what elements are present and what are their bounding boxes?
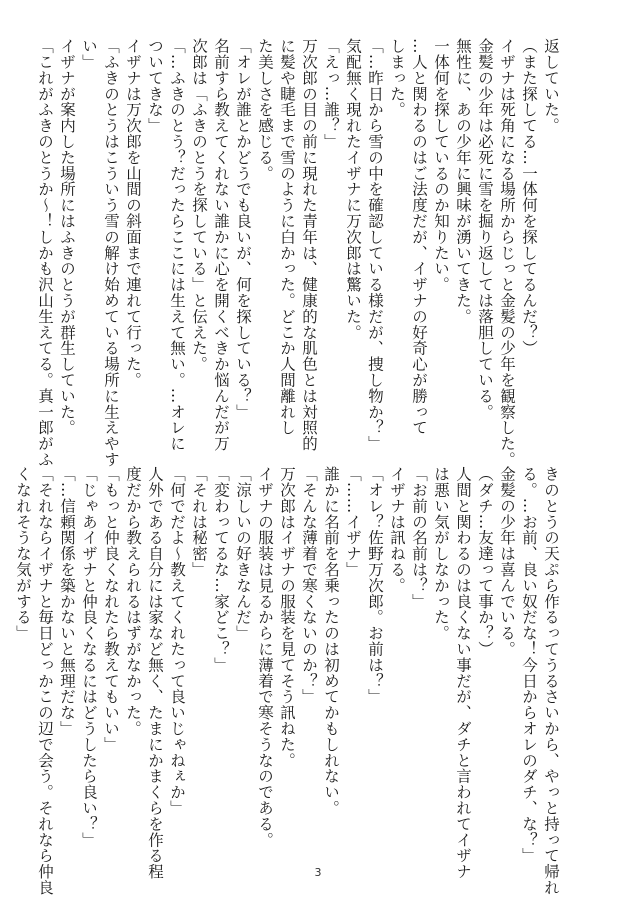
text-line: 「涼しいの好きなんだ」	[234, 466, 252, 641]
text-line: しまった。	[388, 38, 406, 118]
text-line: い」	[80, 38, 98, 70]
text-line: 一体何を探しているのか知りたい。	[432, 38, 450, 293]
text-line: 「…信頼関係を築かないと無理だな」	[58, 466, 76, 737]
text-line: イザナは死角になる場所からじっと金髪の少年を観察した。	[498, 38, 516, 468]
text-line: 万次郎の目の前に現れた青年は、健康的な肌色とは対照的	[300, 38, 318, 452]
text-line: イザナが案内した場所にはふきのとうが群生していた。	[58, 38, 76, 436]
text-line: 「これがふきのとうか〜！しかも沢山生えてる。真一郎がふ	[36, 38, 54, 468]
text-line: 「…ふきのとう？だったらここには生えて無い。…オレに	[168, 38, 186, 452]
text-line: は悪い気がしなかった。	[432, 466, 450, 641]
text-line: ついてきな」	[146, 38, 164, 134]
text-line: 「ふきのとうはこういう雪の解け始めている場所に生えやす	[102, 38, 120, 468]
text-line: くなれそうな気がする」	[14, 466, 32, 641]
text-line: 「……イザナ」	[344, 466, 362, 578]
text-line: た美しさを感じる。	[256, 38, 274, 182]
text-line: 「それは秘密」	[190, 466, 208, 578]
text-line: 返していた。	[542, 38, 560, 134]
text-line: 「お前の名前は？」	[410, 466, 428, 610]
text-line: 無性に、あの少年に興味が湧いてきた。	[454, 38, 472, 325]
text-line: に髪や睫毛まで雪のように白かった。どこか人間離れし	[278, 38, 296, 436]
text-line: 「変わってるな…家どこ？」	[212, 466, 230, 673]
text-line: …人と関わるのはご法度だが、イザナの好奇心が勝って	[410, 38, 428, 436]
text-line: 「オレが誰とかどうでも良いが、何を探している？」	[234, 38, 252, 420]
page-number: 3	[314, 866, 322, 879]
text-line: 「もっと仲良くなれたら教えてもいい」	[102, 466, 120, 753]
text-line: 人間と関わるのは良くない事だが、ダチと言われてイザナ	[454, 466, 472, 880]
upper-text-block	[36, 38, 562, 468]
text-line: 次郎は「ふきのとうを探している」と伝えた。	[190, 38, 208, 372]
text-line: 誰かに名前を名乗ったのは初めてかもしれない。	[322, 466, 340, 816]
text-line: 「何でだよ〜教えてくれたって良いじゃねぇか」	[168, 466, 186, 816]
text-line: 「それならイザナと毎日どっかこの辺で会う。それなら仲良	[36, 466, 54, 896]
text-line: イザナは万次郎を山間の斜面まで連れて行った。	[124, 38, 142, 388]
text-line: 万次郎はイザナの服装を見てそう訊ねた。	[278, 466, 296, 769]
text-line: る。…お前、良い奴だな！今日からオレのダチ、な？」	[520, 466, 538, 864]
text-line: イザナの服装は見るからに薄着で寒そうなのである。	[256, 466, 274, 848]
text-line: 「…昨日から雪の中を確認している様だが、捜し物か？」	[366, 38, 384, 452]
text-line: 「えっ…誰？」	[322, 38, 340, 150]
text-line: 度だから教えられるはずがなかった。	[124, 466, 142, 737]
text-line: 金髪の少年は喜んでいる。	[498, 466, 516, 657]
text-line: 名前すら教えてくれない誰かに心を開くべきか悩んだが万	[212, 38, 230, 452]
text-line: きのとうの天ぷら作るってうるさいから、やっと持って帰れ	[542, 466, 560, 896]
text-line: 人外である自分には家など無く、たまにかまくらを作る程	[146, 466, 164, 880]
text-line: （ダチ…友達って事か？）	[476, 466, 494, 657]
text-line: 「じゃあイザナと仲良くなるにはどうしたら良い？」	[80, 466, 98, 848]
text-line: （また探してる…一体何を探してるんだ？）	[520, 38, 538, 356]
text-line: 金髪の少年は必死に雪を掘り返しては落胆している。	[476, 38, 494, 420]
text-line: 気配無く現れたイザナに万次郎は驚いた。	[344, 38, 362, 341]
text-line: イザナは訊ねる。	[388, 466, 406, 594]
lower-text-block	[14, 466, 562, 896]
text-line: 「そんな薄着で寒くないのか？」	[300, 466, 318, 705]
text-line: 「オレ？佐野万次郎。お前は？」	[366, 466, 384, 705]
